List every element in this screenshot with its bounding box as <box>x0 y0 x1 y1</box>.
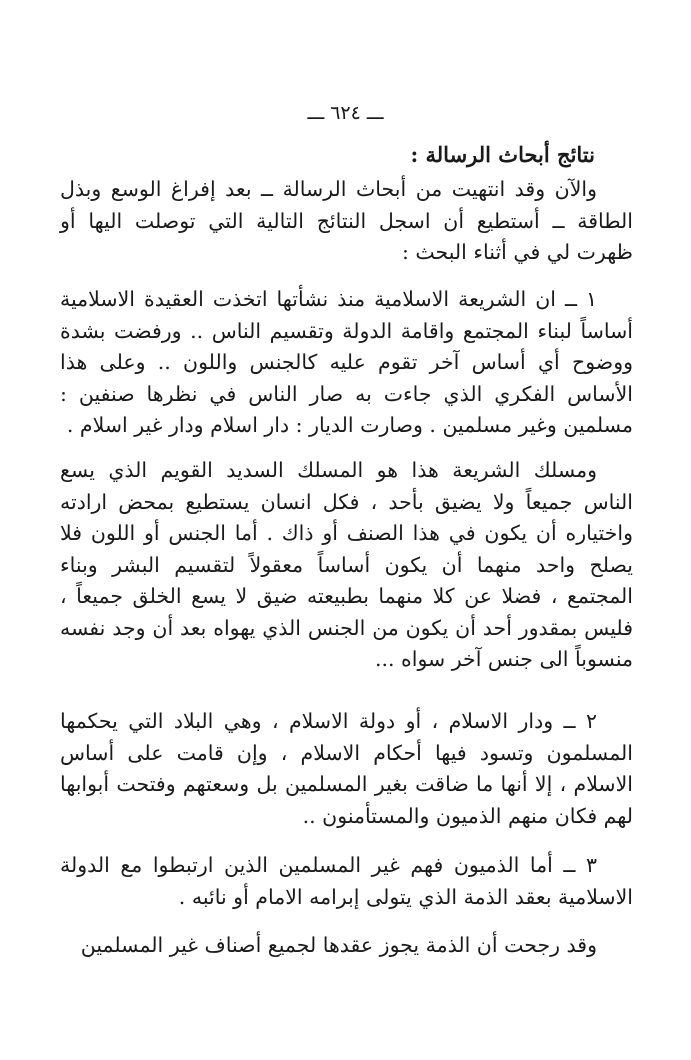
paragraph-point-1: ١ ــ ان الشريعة الاسلامية منذ نشأتها اتخذت العقيدة الاسلامية أساساً لبناء المجتمع واقامة الدولة وتقسيم الناس .. ورفضت بشدة ووضوح أي أساس آخر تقوم عليه كالجنس واللون .. وعلى هذا الأساس الفكري الذي جاءت به صار الناس في نظرها صنفين : مسلمين وغير مسلمين . وصارت الديار : دار اسلام ودار غير اسلام . <box>60 287 633 437</box>
section-heading: نتائج أبحاث الرسالة : <box>410 142 595 167</box>
paragraph-point-2: ٢ ــ ودار الاسلام ، أو دولة الاسلام ، وهي البلاد التي يحكمها المسلمون وتسود فيها أحكام الاسلام ، وإن قامت على أساس الاسلام ، إلا أنها ما ضاقت بغير المسلمين بل وسعتهم وفتحت أبوابها لهم فكان منهم الذميون والمستأمنون .. <box>60 709 633 828</box>
paragraph-point-3: ٣ ــ أما الذميون فهم غير المسلمين الذين ارتبطوا مع الدولة الاسلامية بعقد الذمة الذي يتولى إبرامه الامام أو نائبه . <box>60 853 633 909</box>
paragraph-intro: والآن وقد انتهيت من أبحاث الرسالة ــ بعد إفراغ الوسع وبذل الطاقة ــ أستطيع أن اسجل النتائج التالية التي توصلت اليها أو ظهرت لي في أثناء البحث : <box>60 177 633 264</box>
page-number: ـــ ٦٢٤ ـــ <box>307 102 384 124</box>
paragraph-final: وقد رجحت أن الذمة يجوز عقدها لجميع أصناف غير المسلمين <box>80 933 597 957</box>
paragraph-point-1-continued: ومسلك الشريعة هذا هو المسلك السديد القويم الذي يسع الناس جميعاً ولا يضيق بأحد ، فكل انسان يستطيع بمحض ارادته واختياره أن يكون في هذا الصنف أو ذاك . أما الجنس أو اللون فلا يصلح واحد منهما أن يكون أساساً معقولاً لتقسيم البشر وبناء المجتمع ، فضلا عن كلا منهما بطبيعته ضيق لا يسع الخلق جميعاً ، فليس بمقدور أحد أن يكون من الجنس الذي يهواه بعد أن وجد نفسه منسوباً الى جنس آخر سواه ... <box>60 458 633 671</box>
